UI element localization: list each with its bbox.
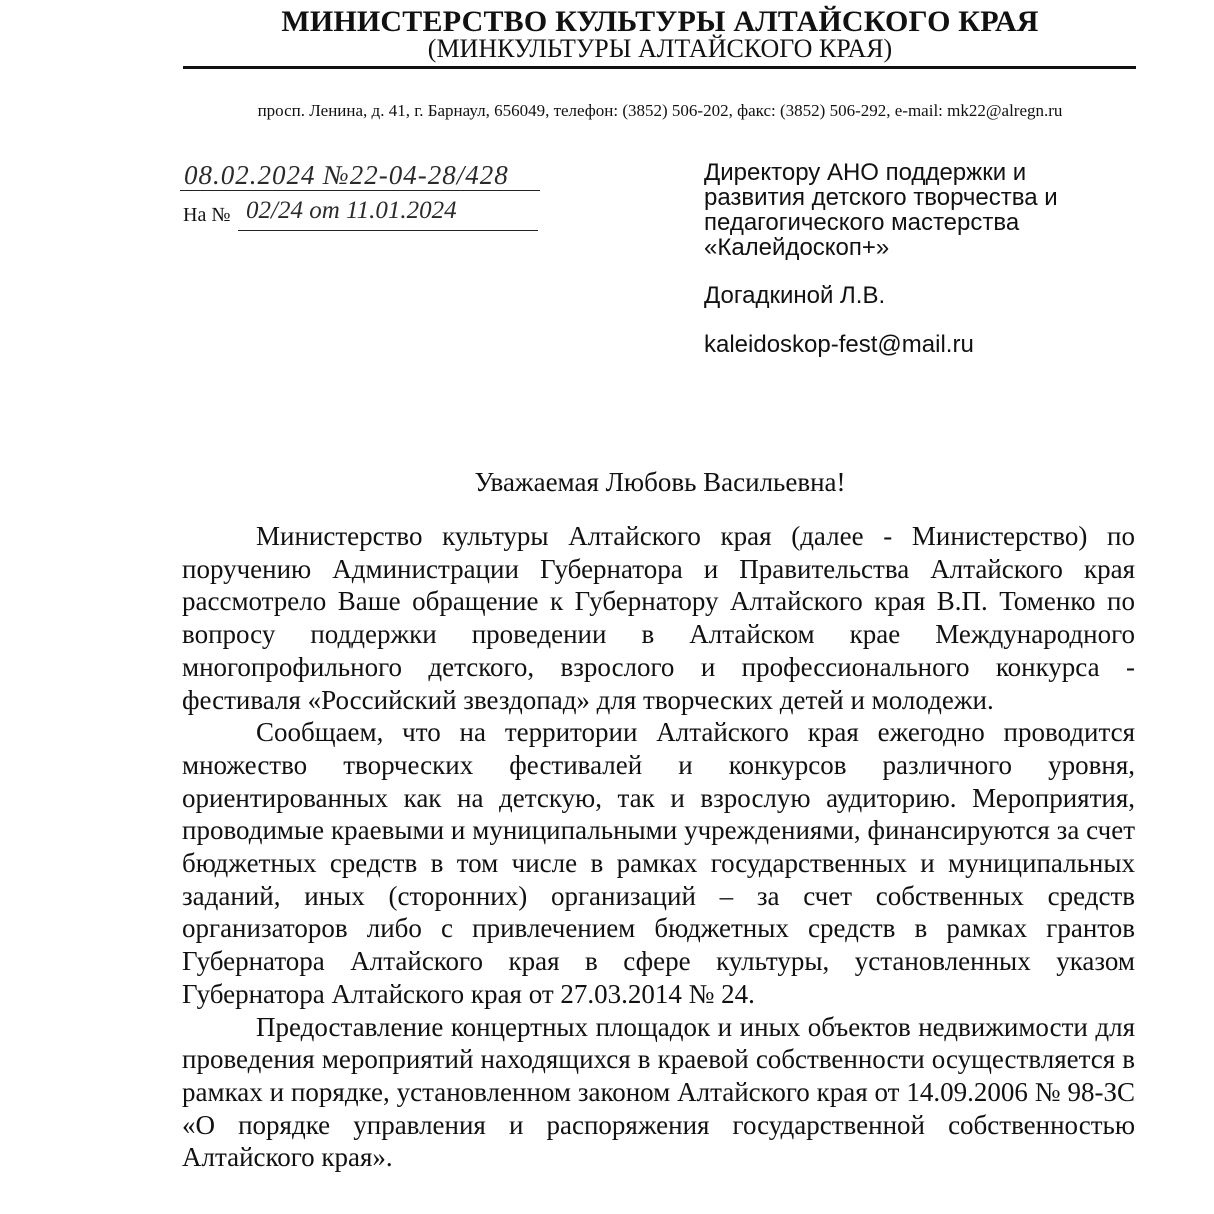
org-full-name: МИНИСТЕРСТВО КУЛЬТУРЫ АЛТАЙСКОГО КРАЯ	[281, 5, 1039, 38]
outgoing-number-handwritten: 08.02.2024 №22-04-28/428	[184, 160, 509, 190]
letter-body	[182, 520, 1135, 1174]
addressee-line: Директору АНО поддержки и	[704, 159, 1027, 186]
reply-number-field	[238, 198, 538, 231]
org-address: просп. Ленина, д. 41, г. Барнаул, 656049, телефон: (3852) 506-202, факс: (3852) 506-292, e-mail: mk22@alregn.ru	[257, 101, 1063, 120]
letterhead-divider	[183, 66, 1136, 69]
addressee-line: педагогического мастерства	[704, 209, 1020, 236]
addressee-name: Догадкиной Л.В.	[704, 282, 886, 309]
addressee-block	[704, 160, 1124, 260]
outgoing-number-field	[180, 160, 540, 191]
reply-number-handwritten: 02/24 от 11.01.2024	[246, 197, 457, 224]
addressee-line: «Калейдоскоп+»	[704, 234, 890, 261]
reply-label: На №	[183, 204, 231, 226]
addressee-line: развития детского творчества и	[704, 184, 1058, 211]
body-paragraph: Сообщаем, что на территории Алтайского края ежегодно проводится множество творческих фестивалей и конкурсов различного уровня, ориентированных как на детскую, так и взрослую аудиторию. Мероприятия, проводимые краевыми и муниципальными учреждениями, финансируются за счет бюджетных средств в том числе в рамках государственных и муниципальных заданий, иных (сторонних) организаций – за счет собственных средств организаторов либо с привлечением бюджетных средств в рамках грантов Губернатора Алтайского края в сфере культуры, установленных указом Губернатора Алтайского края от 27.03.2014 № 24.	[182, 717, 1135, 1009]
reply-reference	[180, 198, 540, 232]
salutation: Уважаемая Любовь Васильевна!	[474, 467, 846, 497]
org-short-name: (МИНКУЛЬТУРЫ АЛТАЙСКОГО КРАЯ)	[427, 34, 893, 63]
body-paragraph: Министерство культуры Алтайского края (далее - Министерство) по поручению Администрации Губернатора и Правительства Алтайского края рассмотрело Ваше обращение к Губернатору Алтайского края В.П. Томенко по вопросу поддержки проведении в Алтайском крае Международного многопрофильного детского, взрослого и профессионального конкурса - фестиваля «Российский звездопад» для творческих детей и молодежи.	[182, 521, 1135, 715]
body-paragraph: Предоставление концертных площадок и иных объектов недвижимости для проведения мероприятий находящихся в краевой собственности осуществляется в рамках и порядке, установленном законом Алтайского края от 14.09.2006 № 98-ЗС «О порядке управления и распоряжения государственной собственностью Алтайского края».	[182, 1011, 1135, 1173]
addressee-email[interactable]: kaleidoskop-fest@mail.ru	[704, 331, 974, 358]
